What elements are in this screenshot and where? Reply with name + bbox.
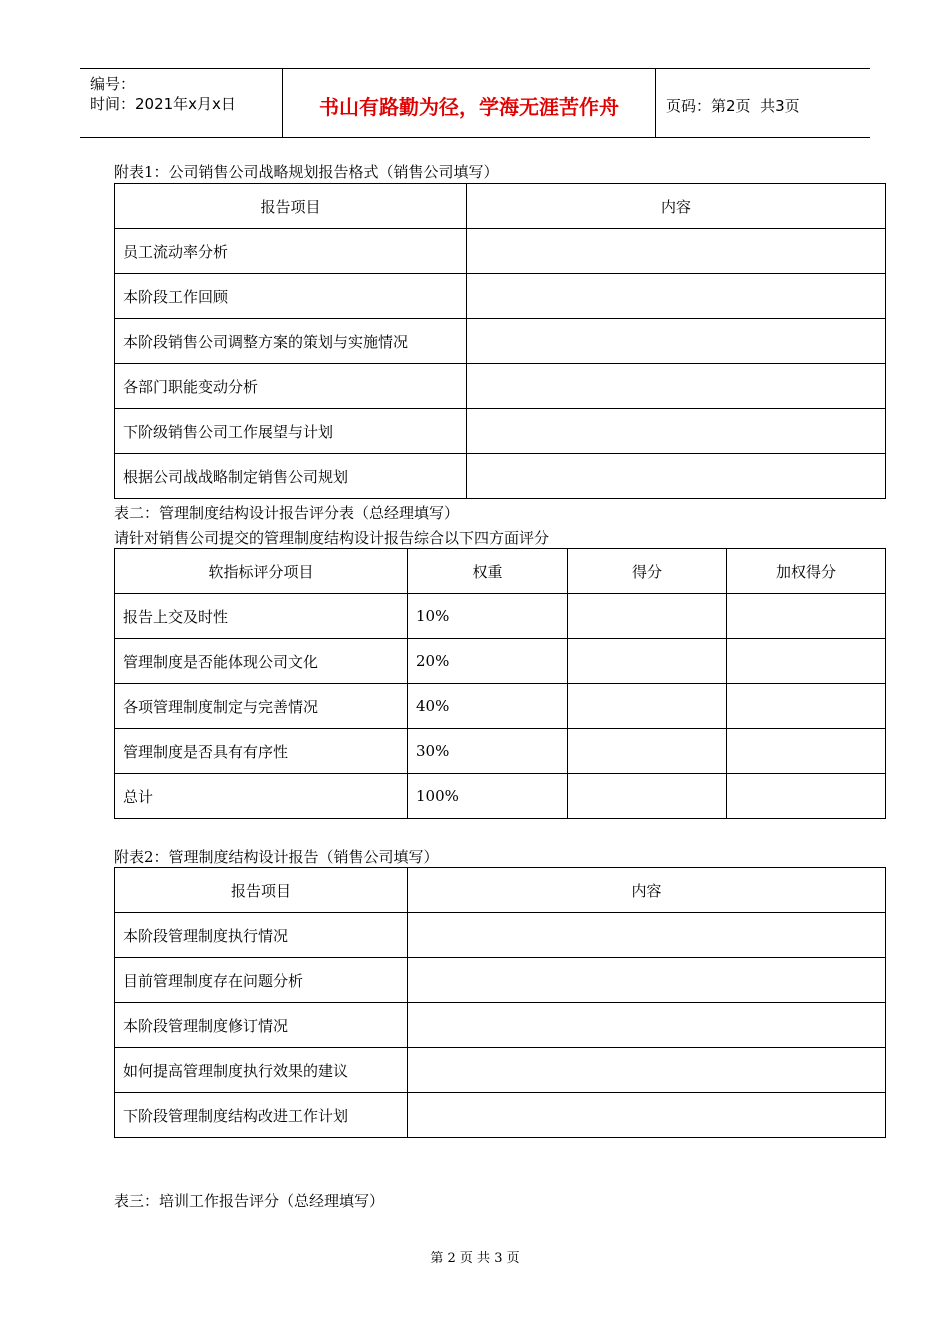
table-header-row [115, 549, 886, 594]
score-cell[interactable] [568, 684, 727, 729]
report-item-label: 如何提高管理制度执行效果的建议 [115, 1048, 408, 1093]
report-content-cell[interactable] [467, 274, 886, 319]
header-page-cell [656, 69, 870, 137]
column-header: 加权得分 [727, 549, 886, 594]
table2-instruction: 请针对销售公司提交的管理制度结构设计报告综合以下四方面评分 [114, 529, 550, 547]
table-header-row [115, 868, 886, 913]
weight-value: 20% [408, 639, 568, 684]
report-item-label: 下阶段管理制度结构改进工作计划 [115, 1093, 408, 1138]
column-header: 报告项目 [115, 184, 467, 229]
table-row [115, 1048, 886, 1093]
report-item-label: 本阶段管理制度执行情况 [115, 913, 408, 958]
criterion-label: 管理制度是否具有有序性 [115, 729, 408, 774]
weight-value: 100% [408, 774, 568, 819]
score-cell[interactable] [568, 594, 727, 639]
criterion-label: 各项管理制度制定与完善情况 [115, 684, 408, 729]
column-header: 权重 [408, 549, 568, 594]
report-content-cell[interactable] [408, 1093, 886, 1138]
report-item-label: 本阶段工作回顾 [115, 274, 467, 319]
scoring-table [114, 548, 886, 819]
table-row [115, 958, 886, 1003]
table-row [115, 774, 886, 819]
table2-caption: 表二：管理制度结构设计报告评分表（总经理填写） [114, 504, 460, 522]
report-content-cell[interactable] [467, 229, 886, 274]
criterion-label: 管理制度是否能体现公司文化 [115, 639, 408, 684]
report-content-cell[interactable] [467, 454, 886, 499]
report-content-cell[interactable] [408, 913, 886, 958]
page-header [80, 68, 870, 138]
weight-value: 40% [408, 684, 568, 729]
report-item-label: 本阶段销售公司调整方案的策划与实施情况 [115, 319, 467, 364]
weighted-score-cell[interactable] [727, 774, 886, 819]
document-date: 时间：2021年x月x日 [90, 95, 236, 113]
table-row [115, 454, 886, 499]
report-content-cell[interactable] [408, 958, 886, 1003]
table4-caption: 表三：培训工作报告评分（总经理填写） [114, 1192, 385, 1210]
table1-caption: 附表1：公司销售公司战略规划报告格式（销售公司填写） [114, 163, 499, 181]
table-row [115, 364, 886, 409]
weighted-score-cell[interactable] [727, 594, 886, 639]
column-header: 软指标评分项目 [115, 549, 408, 594]
page-footer: 第 2 页 共 3 页 [430, 1251, 520, 1266]
table-row [115, 913, 886, 958]
score-cell[interactable] [568, 774, 727, 819]
weighted-score-cell[interactable] [727, 684, 886, 729]
report-content-cell[interactable] [467, 319, 886, 364]
score-cell[interactable] [568, 639, 727, 684]
column-header: 报告项目 [115, 868, 408, 913]
weighted-score-cell[interactable] [727, 729, 886, 774]
column-header: 内容 [467, 184, 886, 229]
report-item-label: 下阶级销售公司工作展望与计划 [115, 409, 467, 454]
table-row [115, 1003, 886, 1048]
header-meta [80, 69, 282, 137]
header-page-info: 页码：第2页 共3页 [666, 97, 800, 115]
column-header: 得分 [568, 549, 727, 594]
document-number-label: 编号： [90, 75, 136, 93]
weighted-score-cell[interactable] [727, 639, 886, 684]
header-motto: 书山有路勤为径，学海无涯苦作舟 [319, 95, 619, 119]
criterion-label: 报告上交及时性 [115, 594, 408, 639]
table-row [115, 729, 886, 774]
report-content-cell[interactable] [467, 364, 886, 409]
column-header: 内容 [408, 868, 886, 913]
report-content-cell[interactable] [408, 1003, 886, 1048]
table-row [115, 594, 886, 639]
report-item-label: 员工流动率分析 [115, 229, 467, 274]
score-cell[interactable] [568, 729, 727, 774]
report-item-label: 各部门职能变动分析 [115, 364, 467, 409]
report-item-label: 目前管理制度存在问题分析 [115, 958, 408, 1003]
report-item-label: 本阶段管理制度修订情况 [115, 1003, 408, 1048]
table-row [115, 319, 886, 364]
table-row [115, 639, 886, 684]
report-item-label: 根据公司战战略制定销售公司规划 [115, 454, 467, 499]
header-motto-cell [282, 69, 656, 137]
table-header-row [115, 184, 886, 229]
management-report-table [114, 867, 886, 1138]
weight-value: 10% [408, 594, 568, 639]
table3-caption: 附表2：管理制度结构设计报告（销售公司填写） [114, 848, 439, 866]
table-row [115, 229, 886, 274]
report-content-cell[interactable] [467, 409, 886, 454]
strategy-report-table [114, 183, 886, 499]
criterion-label: 总计 [115, 774, 408, 819]
weight-value: 30% [408, 729, 568, 774]
table-row [115, 274, 886, 319]
table-row [115, 1093, 886, 1138]
report-content-cell[interactable] [408, 1048, 886, 1093]
table-row [115, 409, 886, 454]
table-row [115, 684, 886, 729]
